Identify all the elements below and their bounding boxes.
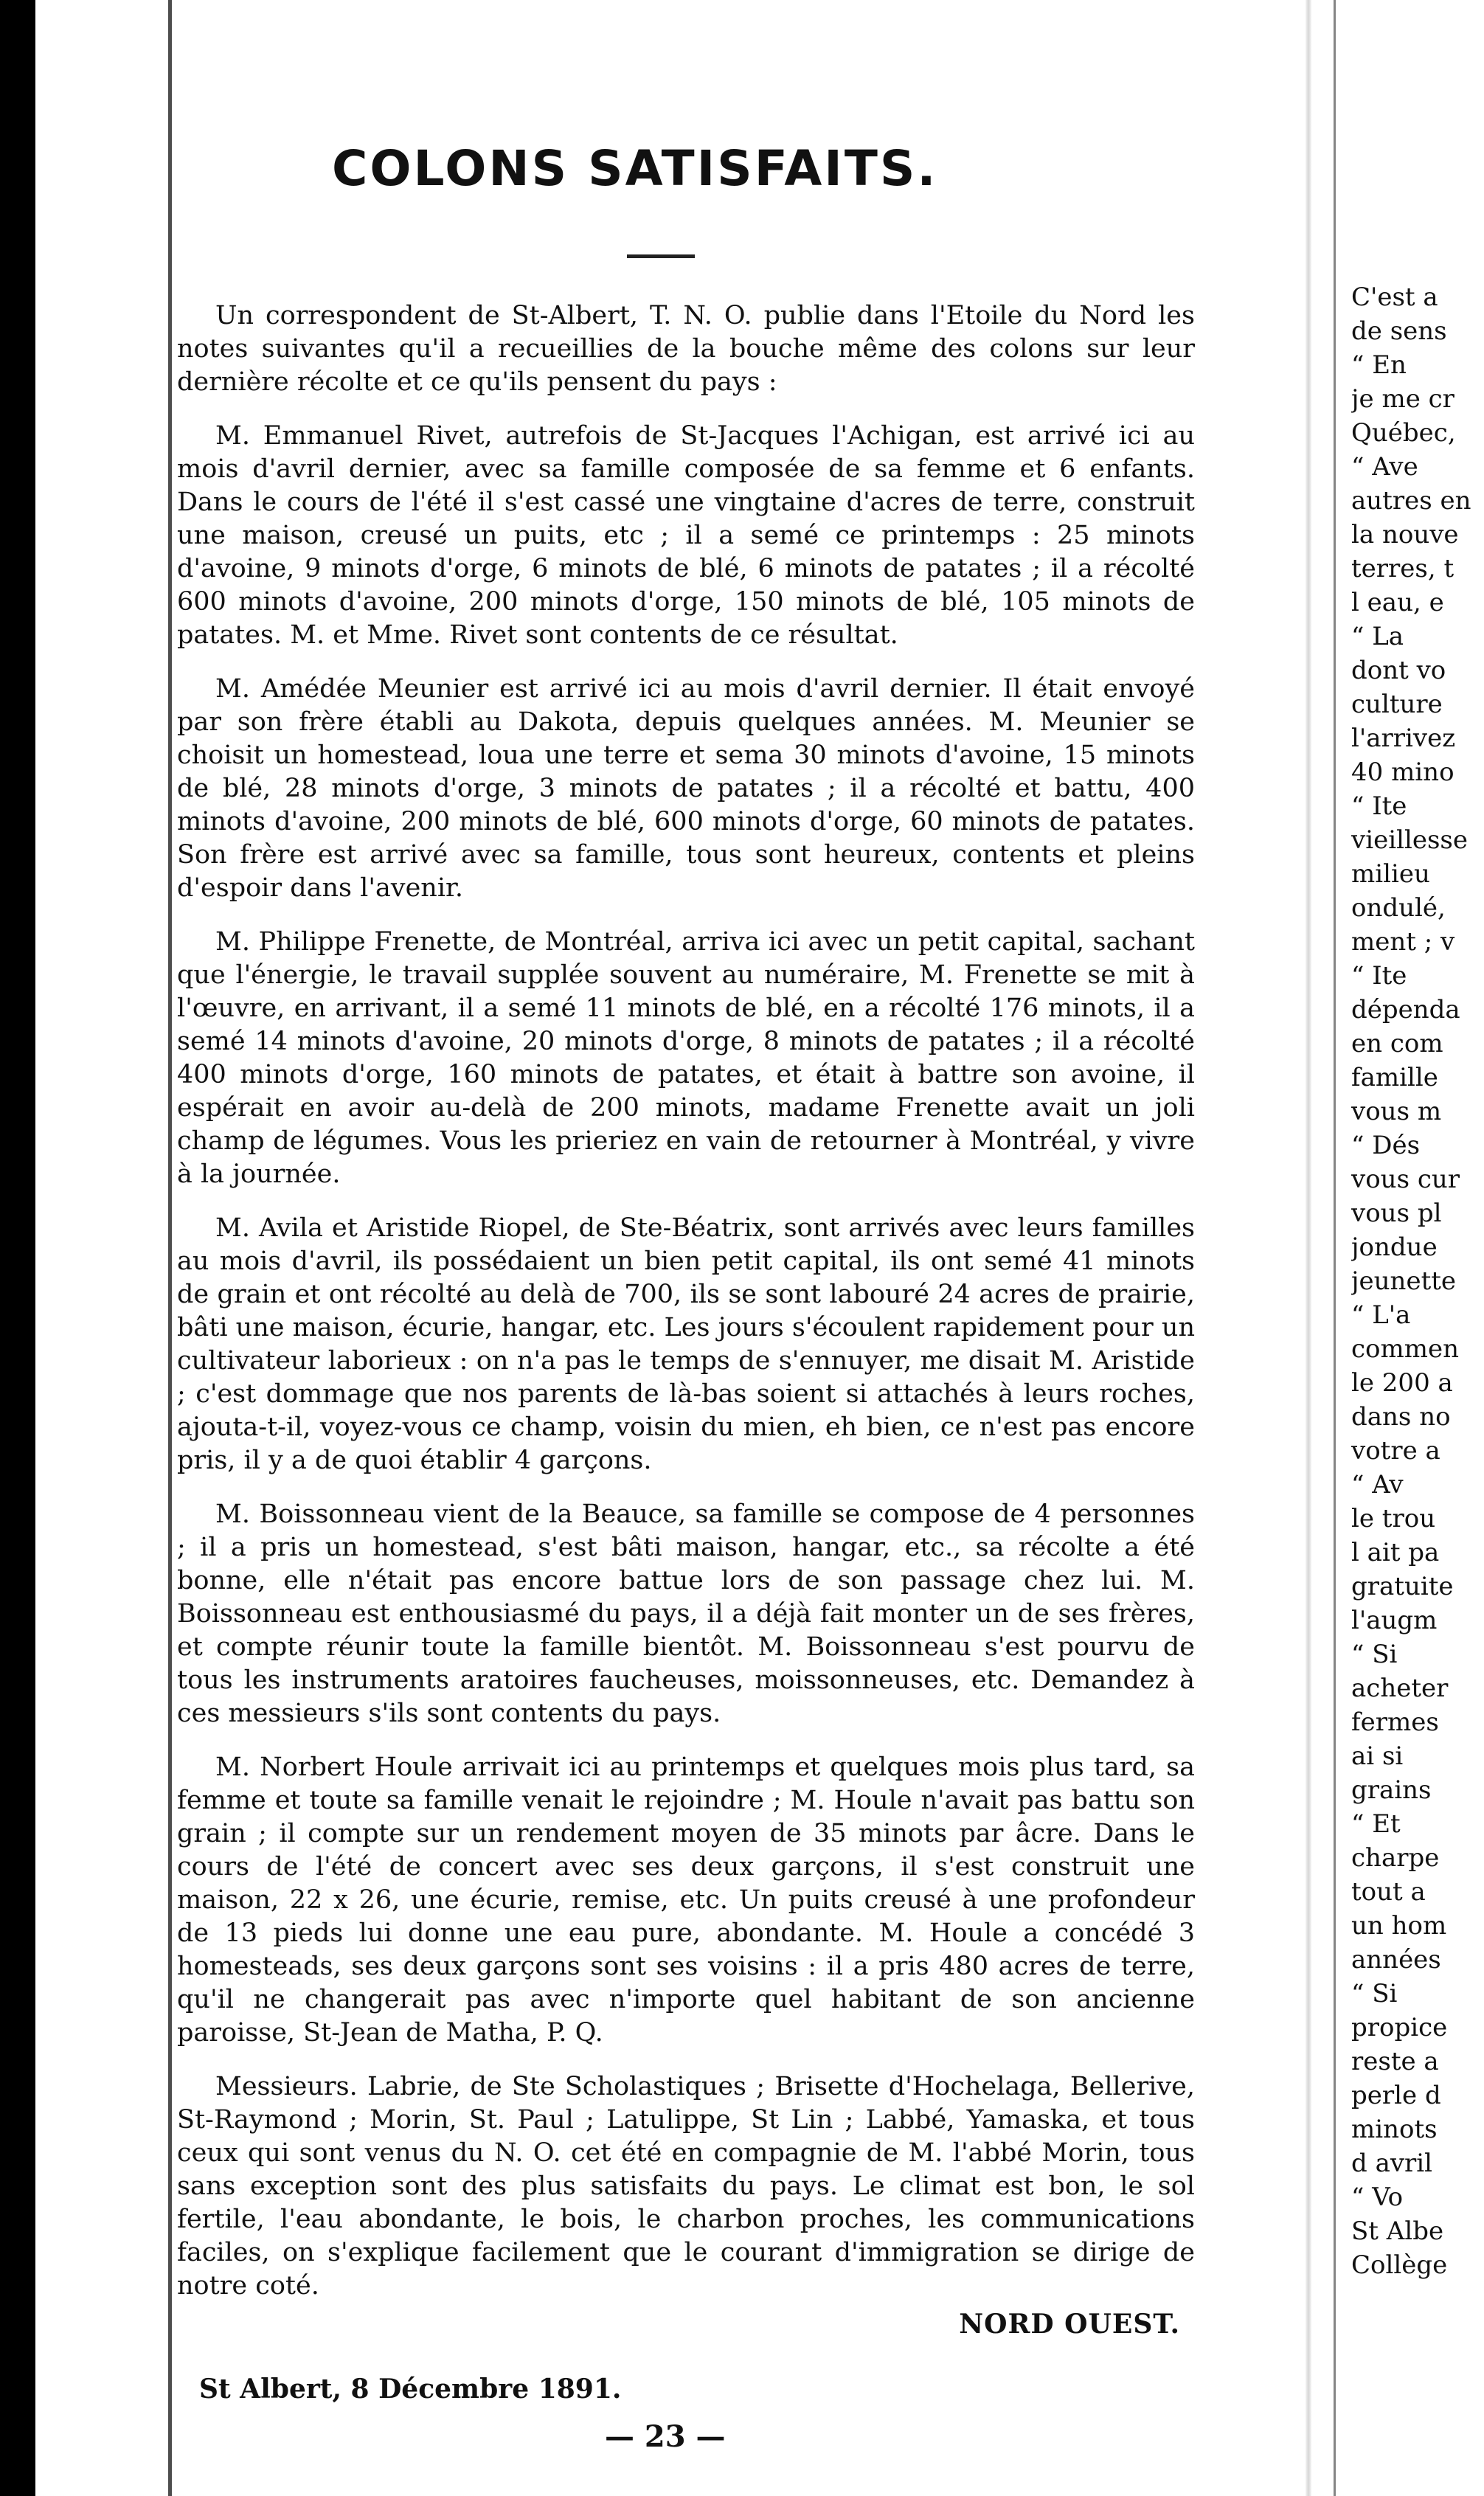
intro-paragraph: Un correspondent de St-Albert, T. N. O. publie dans l'Etoile du Nord les notes suivantes qu'il a recueillies de la bouche même des colons sur leur dernière récolte et ce qu'ils pensent du pays : xyxy=(177,301,1195,397)
column-rule-left xyxy=(168,0,172,2496)
right-column-line: ondulé, xyxy=(1351,893,1446,923)
right-column-line: “ La xyxy=(1351,622,1404,651)
right-column-line: le trou xyxy=(1351,1504,1436,1533)
right-column-line: tout a xyxy=(1351,1877,1426,1907)
right-column-line: l eau, e xyxy=(1351,588,1444,617)
right-column-line: vous m xyxy=(1351,1097,1442,1126)
right-column-line: dans no xyxy=(1351,1402,1451,1432)
right-column-line: fermes xyxy=(1351,1708,1439,1737)
right-column-line: “ L'a xyxy=(1351,1300,1411,1330)
right-column-line: famille xyxy=(1351,1063,1438,1092)
right-column-line: en com xyxy=(1351,1029,1443,1058)
right-column-line: charpe xyxy=(1351,1843,1440,1873)
right-column-line: “ Dés xyxy=(1351,1131,1421,1160)
right-column-line: grains xyxy=(1351,1775,1432,1805)
paragraph-riopel: M. Avila et Aristide Riopel, de Ste-Béatrix, sont arrivés avec leurs familles au mois d'avril, ils possédaient un bien petit capital, ils ont semé 41 minots de grain et ont récolté au delà de 700, ils se sont labouré 24 acres de prairie, bâti une maison, écurie, hangar, etc. Les jours s'écoulent rapidement pour un cultivateur laborieux : on n'a pas le temps de s'ennuyer, me disait M. Aristide ; c'est dommage que nos parents de là-bas soient si attachés à leurs roches, ajouta-t-il, voyez-vous ce champ, voisin du mien, eh bien, ce n'est pas encore pris, il y a de quoi établir 4 garçons. xyxy=(177,1213,1195,1475)
right-column-line: je me cr xyxy=(1351,384,1454,414)
right-column-line: milieu xyxy=(1351,859,1430,889)
right-column-line: reste a xyxy=(1351,2047,1439,2076)
paragraph-frenette: M. Philippe Frenette, de Montréal, arriva ici avec un petit capital, sachant que l'énergie, le travail supplée souvent au numéraire, M. Frenette se mit à l'œuvre, en arrivant, il a semé 11 minots de blé, en a récolté 176 minots, il a semé 14 minots d'avoine, 20 minots d'orge, 8 minots de patates ; il a récolté 400 minots d'orge, 160 minots de patates, et était à battre son avoine, il espérait en avoir au-delà de 200 minots, madame Frenette avait un joli champ de légumes. Vous les prieriez en vain de retourner à Montréal, y vivre à la journée. xyxy=(177,927,1195,1189)
right-column-line: “ Et xyxy=(1351,1809,1401,1839)
right-column-line: propice xyxy=(1351,2013,1448,2042)
right-column-line: un hom xyxy=(1351,1911,1447,1941)
right-column-line: 40 mino xyxy=(1351,758,1454,787)
right-column-line: dont vo xyxy=(1351,656,1446,685)
right-column-line: autres en xyxy=(1351,486,1471,516)
right-column-fragment xyxy=(1351,280,1484,2282)
page-number: — 23 — xyxy=(605,2419,726,2454)
right-column-line: “ En xyxy=(1351,350,1407,380)
right-column-line: vous pl xyxy=(1351,1199,1442,1228)
right-column-line: terres, t xyxy=(1351,554,1454,583)
right-column-line: années xyxy=(1351,1945,1441,1975)
right-column-line: votre a xyxy=(1351,1436,1440,1466)
right-column-line: St Albe xyxy=(1351,2216,1444,2246)
article xyxy=(177,111,1195,2454)
right-column-line: ment ; v xyxy=(1351,927,1455,957)
right-column-line: “ Si xyxy=(1351,1640,1398,1669)
right-column-line: C'est a xyxy=(1351,282,1438,312)
right-column-line: ai si xyxy=(1351,1741,1404,1771)
paragraph-houle: M. Norbert Houle arrivait ici au printemps et quelques mois plus tard, sa femme et toute sa famille venait le rejoindre ; M. Houle n'avait pas battu son grain ; il compte sur un rendement moyen de 35 minots par âcre. Dans le cours de l'été de concert avec ses deux garçons, il s'est construit une maison, 22 x 26, une écurie, remise, etc. Un puits creusé à une profondeur de 13 pieds lui donne une eau pure, abondante. M. Houle a concédé 3 homesteads, ses deux garçons sont ses voisins : il a pris 480 acres de terre, qu'il ne changerait pas avec n'importe quel habitant de son ancienne paroisse, St-Jean de Matha, P. Q. xyxy=(177,1753,1195,2048)
right-column-line: Québec, xyxy=(1351,418,1456,448)
column-rule-right xyxy=(1334,0,1336,2496)
paragraph-meunier: M. Amédée Meunier est arrivé ici au mois d'avril dernier. Il était envoyé par son frère établi au Dakota, depuis quelques années. M. Meunier se choisit un homestead, loua une terre et sema 30 minots d'avoine, 15 minots de blé, 28 minots d'orge, 3 minots de patates ; il a récolté et battu, 400 minots d'avoine, 200 minots de blé, 600 minots d'orge, 60 minots de patates. Son frère est arrivé avec sa famille, tous sont heureux, contents et pleins d'espoir dans l'avenir. xyxy=(177,674,1195,903)
right-column-line: jeunette xyxy=(1351,1266,1457,1296)
right-column-line: “ Vo xyxy=(1351,2183,1404,2212)
right-column-line: minots xyxy=(1351,2115,1438,2144)
right-column-line: l'arrivez xyxy=(1351,724,1456,753)
right-column-line: dépenda xyxy=(1351,995,1460,1025)
right-column-line: d avril xyxy=(1351,2149,1433,2178)
right-column-line: vieillesse xyxy=(1351,825,1468,855)
scan-gutter xyxy=(0,0,35,2496)
signature: NORD OUEST. xyxy=(959,2309,1180,2340)
right-column-line: le 200 a xyxy=(1351,1368,1453,1398)
right-column-line: l ait pa xyxy=(1351,1538,1440,1567)
paragraph-messieurs: Messieurs. Labrie, de Ste Scholastiques ; Brisette d'Hochelaga, Bellerive, St-Raymond ; Morin, St. Paul ; Latulippe, St Lin ; Labbé, Yamaska, et tous ceux qui sont venus du N. O. cet été en compagnie de M. l'abbé Morin, tous sans exception sont des plus satisfaits du pays. Le climat est bon, le sol fertile, l'eau abondante, le bois, le charbon proches, les communications faciles, on s'explique facilement que le courant d'immigration se dirige de notre coté. xyxy=(177,2072,1195,2301)
right-column-line: culture xyxy=(1351,690,1443,719)
right-column-line: Collège xyxy=(1351,2250,1448,2280)
right-column-line: vous cur xyxy=(1351,1165,1460,1194)
right-column-line: de sens xyxy=(1351,316,1447,346)
page-fold xyxy=(1306,0,1311,2496)
paragraph-boissonneau: M. Boissonneau vient de la Beauce, sa famille se compose de 4 personnes ; il a pris un homestead, s'est bâti maison, hangar, etc., sa récolte a été bonne, elle n'était pas encore battue lors de son passage chez lui. M. Boissonneau est enthousiasmé du pays, il a déjà fait monter un de ses frères, et compte réunir toute la famille bientôt. M. Boissonneau s'est pourvu de tous les instruments aratoires faucheuses, moissonneuses, etc. Demandez à ces messieurs s'ils sont contents du pays. xyxy=(177,1500,1195,1728)
right-column-line: “ Ite xyxy=(1351,791,1407,821)
right-column-line: l'augm xyxy=(1351,1606,1438,1635)
right-column-line: acheter xyxy=(1351,1674,1449,1703)
right-column-line: “ Si xyxy=(1351,1979,1398,2008)
right-column-line: perle d xyxy=(1351,2081,1441,2110)
right-column-line: “ Av xyxy=(1351,1470,1404,1500)
article-title: COLONS SATISFAITS. xyxy=(332,140,938,197)
right-column-line: commen xyxy=(1351,1334,1460,1364)
right-column-line: jondue xyxy=(1351,1233,1438,1262)
right-column-line: “ Ite xyxy=(1351,961,1407,991)
paragraph-rivet: M. Emmanuel Rivet, autrefois de St-Jacques l'Achigan, est arrivé ici au mois d'avril dernier, avec sa famille composée de sa femme et 6 enfants. Dans le cours de l'été il s'est cassé une vingtaine d'acres de terre, construit une maison, creusé un puits, etc ; il a semé ce printemps : 25 minots d'avoine, 9 minots d'orge, 6 minots de blé, 6 minots de patates ; il a récolté 600 minots d'avoine, 200 minots d'orge, 150 minots de blé, 105 minots de patates. M. et Mme. Rivet sont contents de ce résultat. xyxy=(177,421,1195,650)
title-divider xyxy=(627,254,695,258)
right-column-line: “ Ave xyxy=(1351,452,1418,482)
right-column-line: gratuite xyxy=(1351,1572,1454,1601)
right-column-line: la nouve xyxy=(1351,520,1459,550)
date-line: St Albert, 8 Décembre 1891. xyxy=(199,2374,622,2405)
